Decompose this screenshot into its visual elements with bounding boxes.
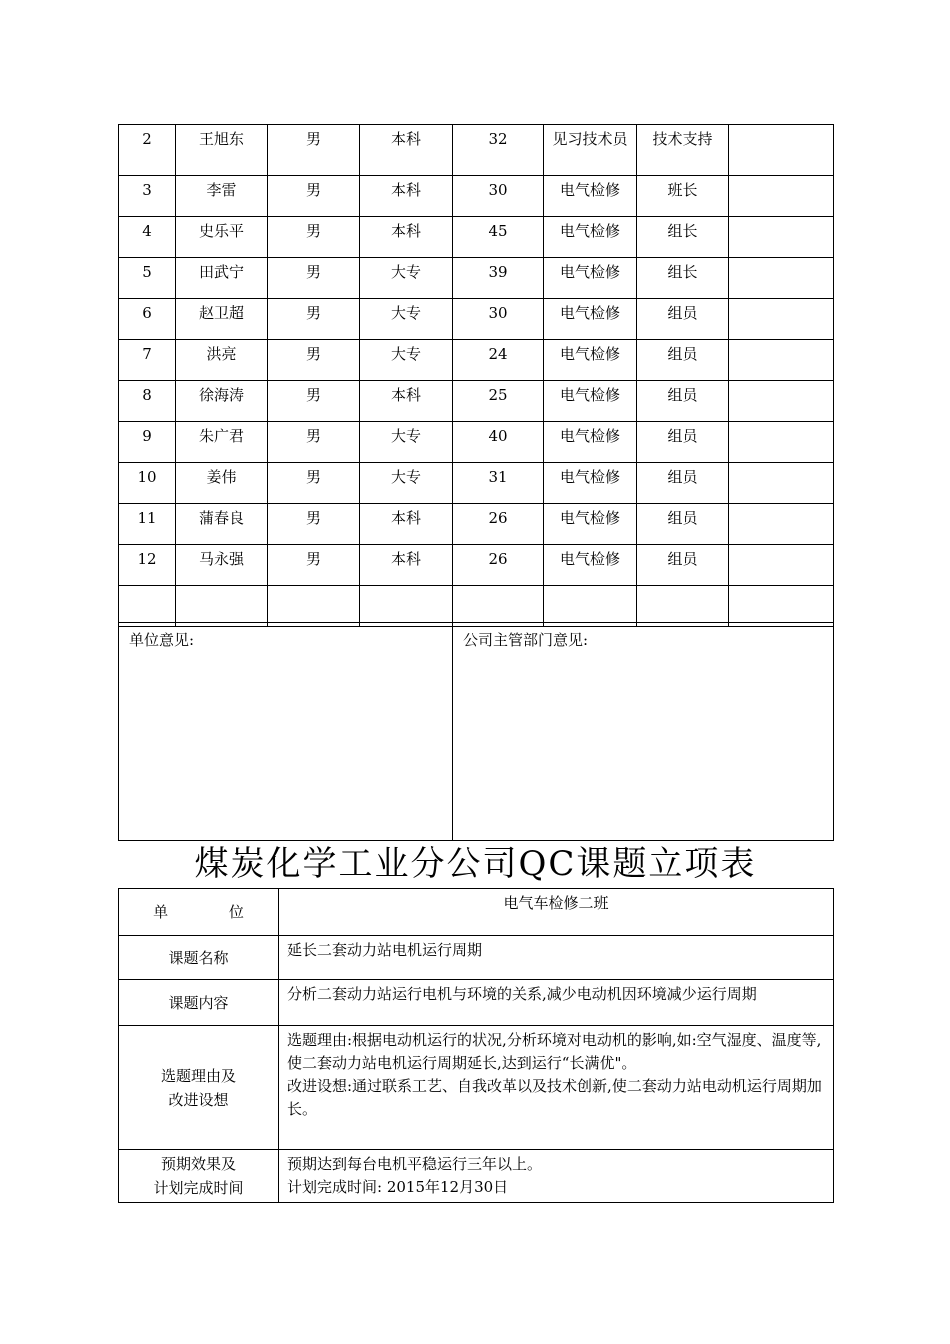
member-gender-cell: 男	[268, 504, 360, 545]
effect-value	[279, 1150, 834, 1203]
reason-value	[279, 1026, 834, 1150]
member-row	[119, 258, 834, 299]
member-row	[119, 176, 834, 217]
member-age-cell: 39	[453, 258, 544, 299]
member-job-cell: 电气检修	[544, 176, 637, 217]
row-effect	[119, 1150, 834, 1203]
member-note-cell	[729, 422, 834, 463]
reason-label-line1: 选题理由及	[160, 1066, 236, 1085]
member-age-cell: 26	[453, 504, 544, 545]
reason-label-line2: 改进设想	[168, 1090, 229, 1109]
member-edu-cell	[360, 586, 453, 627]
member-no-cell: 12	[119, 545, 176, 586]
member-table	[118, 124, 834, 627]
member-note-cell	[729, 504, 834, 545]
member-gender-cell: 男	[268, 422, 360, 463]
reason-label	[119, 1026, 279, 1150]
member-role-cell: 组员	[637, 463, 729, 504]
member-no-cell: 10	[119, 463, 176, 504]
member-name-cell: 姜伟	[176, 463, 268, 504]
member-no-cell: 8	[119, 381, 176, 422]
dept-opinion-label: 公司主管部门意见:	[463, 631, 589, 649]
member-name-cell: 王旭东	[176, 125, 268, 176]
member-note-cell	[729, 217, 834, 258]
row-name	[119, 936, 834, 980]
member-job-cell	[544, 586, 637, 627]
member-gender-cell: 男	[268, 299, 360, 340]
effect-text: 预期达到每台电机平稳运行三年以上。	[287, 1155, 543, 1173]
reason-text: 选题理由:根据电动机运行的状况,分析环境对电动机的影响,如:空气湿度、温度等,使二套动力站电机运行周期延长,达到运行“长满优"。	[287, 1031, 822, 1072]
member-edu-cell: 本科	[360, 176, 453, 217]
member-note-cell	[729, 545, 834, 586]
member-name-cell: 田武宁	[176, 258, 268, 299]
member-name-cell: 徐海涛	[176, 381, 268, 422]
member-gender-cell: 男	[268, 258, 360, 299]
member-no-cell	[119, 586, 176, 627]
member-age-cell: 45	[453, 217, 544, 258]
member-job-cell: 电气检修	[544, 340, 637, 381]
member-role-cell: 班长	[637, 176, 729, 217]
member-gender-cell: 男	[268, 176, 360, 217]
member-name-cell	[176, 586, 268, 627]
member-role-cell: 技术支持	[637, 125, 729, 176]
member-edu-cell: 大专	[360, 258, 453, 299]
member-edu-cell: 本科	[360, 381, 453, 422]
member-no-cell: 7	[119, 340, 176, 381]
member-no-cell: 11	[119, 504, 176, 545]
member-job-cell: 电气检修	[544, 381, 637, 422]
member-row	[119, 586, 834, 627]
effect-label-line1: 预期效果及	[160, 1155, 236, 1173]
member-no-cell: 5	[119, 258, 176, 299]
member-no-cell: 3	[119, 176, 176, 217]
member-name-cell: 史乐平	[176, 217, 268, 258]
member-age-cell: 24	[453, 340, 544, 381]
member-row	[119, 463, 834, 504]
member-gender-cell: 男	[268, 125, 360, 176]
member-row	[119, 340, 834, 381]
member-note-cell	[729, 299, 834, 340]
opinion-table	[118, 622, 834, 841]
member-gender-cell	[268, 586, 360, 627]
member-role-cell: 组员	[637, 422, 729, 463]
member-role-cell: 组员	[637, 381, 729, 422]
member-note-cell	[729, 463, 834, 504]
member-edu-cell: 本科	[360, 545, 453, 586]
member-gender-cell: 男	[268, 217, 360, 258]
member-edu-cell: 大专	[360, 340, 453, 381]
member-edu-cell: 大专	[360, 299, 453, 340]
unit-opinion-cell	[119, 623, 453, 841]
member-age-cell	[453, 586, 544, 627]
member-role-cell: 组长	[637, 217, 729, 258]
row-content	[119, 980, 834, 1026]
member-age-cell: 25	[453, 381, 544, 422]
member-row	[119, 381, 834, 422]
member-note-cell	[729, 381, 834, 422]
content-value: 分析二套动力站运行电机与环境的关系,减少电动机因环境减少运行周期	[279, 980, 834, 1026]
member-name-cell: 蒲春良	[176, 504, 268, 545]
member-row	[119, 217, 834, 258]
member-no-cell: 9	[119, 422, 176, 463]
member-job-cell: 电气检修	[544, 463, 637, 504]
member-gender-cell: 男	[268, 340, 360, 381]
member-age-cell: 26	[453, 545, 544, 586]
member-age-cell: 31	[453, 463, 544, 504]
member-age-cell: 30	[453, 299, 544, 340]
member-role-cell: 组员	[637, 504, 729, 545]
member-age-cell: 30	[453, 176, 544, 217]
member-job-cell: 见习技术员	[544, 125, 637, 176]
member-row	[119, 545, 834, 586]
plan-date-text: 计划完成时间: 2015年12月30日	[287, 1178, 509, 1196]
member-row	[119, 504, 834, 545]
member-edu-cell: 本科	[360, 125, 453, 176]
member-job-cell: 电气检修	[544, 217, 637, 258]
member-no-cell: 4	[119, 217, 176, 258]
project-table	[118, 888, 834, 1203]
name-label: 课题名称	[119, 936, 279, 980]
member-job-cell: 电气检修	[544, 422, 637, 463]
member-job-cell: 电气检修	[544, 504, 637, 545]
member-gender-cell: 男	[268, 381, 360, 422]
member-gender-cell: 男	[268, 463, 360, 504]
member-no-cell: 2	[119, 125, 176, 176]
member-job-cell: 电气检修	[544, 545, 637, 586]
member-role-cell: 组员	[637, 340, 729, 381]
unit-opinion-label: 单位意见:	[129, 631, 195, 649]
member-note-cell	[729, 258, 834, 299]
member-name-cell: 朱广君	[176, 422, 268, 463]
member-role-cell: 组员	[637, 299, 729, 340]
member-note-cell	[729, 125, 834, 176]
improvement-text: 改进设想:通过联系工艺、自我改革以及技术创新,使二套动力站电动机运行周期加长。	[287, 1077, 822, 1118]
member-role-cell: 组长	[637, 258, 729, 299]
unit-value: 电气车检修二班	[279, 889, 834, 936]
effect-label	[119, 1150, 279, 1203]
member-row	[119, 299, 834, 340]
member-note-cell	[729, 176, 834, 217]
member-role-cell	[637, 586, 729, 627]
member-no-cell: 6	[119, 299, 176, 340]
dept-opinion-cell	[453, 623, 834, 841]
member-age-cell: 32	[453, 125, 544, 176]
name-value: 延长二套动力站电机运行周期	[279, 936, 834, 980]
member-edu-cell: 大专	[360, 463, 453, 504]
member-row	[119, 125, 834, 176]
member-role-cell: 组员	[637, 545, 729, 586]
member-edu-cell: 本科	[360, 504, 453, 545]
member-edu-cell: 大专	[360, 422, 453, 463]
member-job-cell: 电气检修	[544, 258, 637, 299]
row-reason	[119, 1026, 834, 1150]
member-note-cell	[729, 586, 834, 627]
effect-label-line2: 计划完成时间	[153, 1179, 244, 1197]
member-edu-cell: 本科	[360, 217, 453, 258]
member-row	[119, 422, 834, 463]
member-gender-cell: 男	[268, 545, 360, 586]
content-label: 课题内容	[119, 980, 279, 1026]
member-job-cell: 电气检修	[544, 299, 637, 340]
unit-label: 单 位	[119, 889, 279, 936]
member-name-cell: 马永强	[176, 545, 268, 586]
member-name-cell: 李雷	[176, 176, 268, 217]
form-title: 煤炭化学工业分公司QC课题立项表	[194, 844, 757, 884]
row-unit	[119, 889, 834, 936]
member-name-cell: 赵卫超	[176, 299, 268, 340]
member-age-cell: 40	[453, 422, 544, 463]
member-name-cell: 洪亮	[176, 340, 268, 381]
member-note-cell	[729, 340, 834, 381]
